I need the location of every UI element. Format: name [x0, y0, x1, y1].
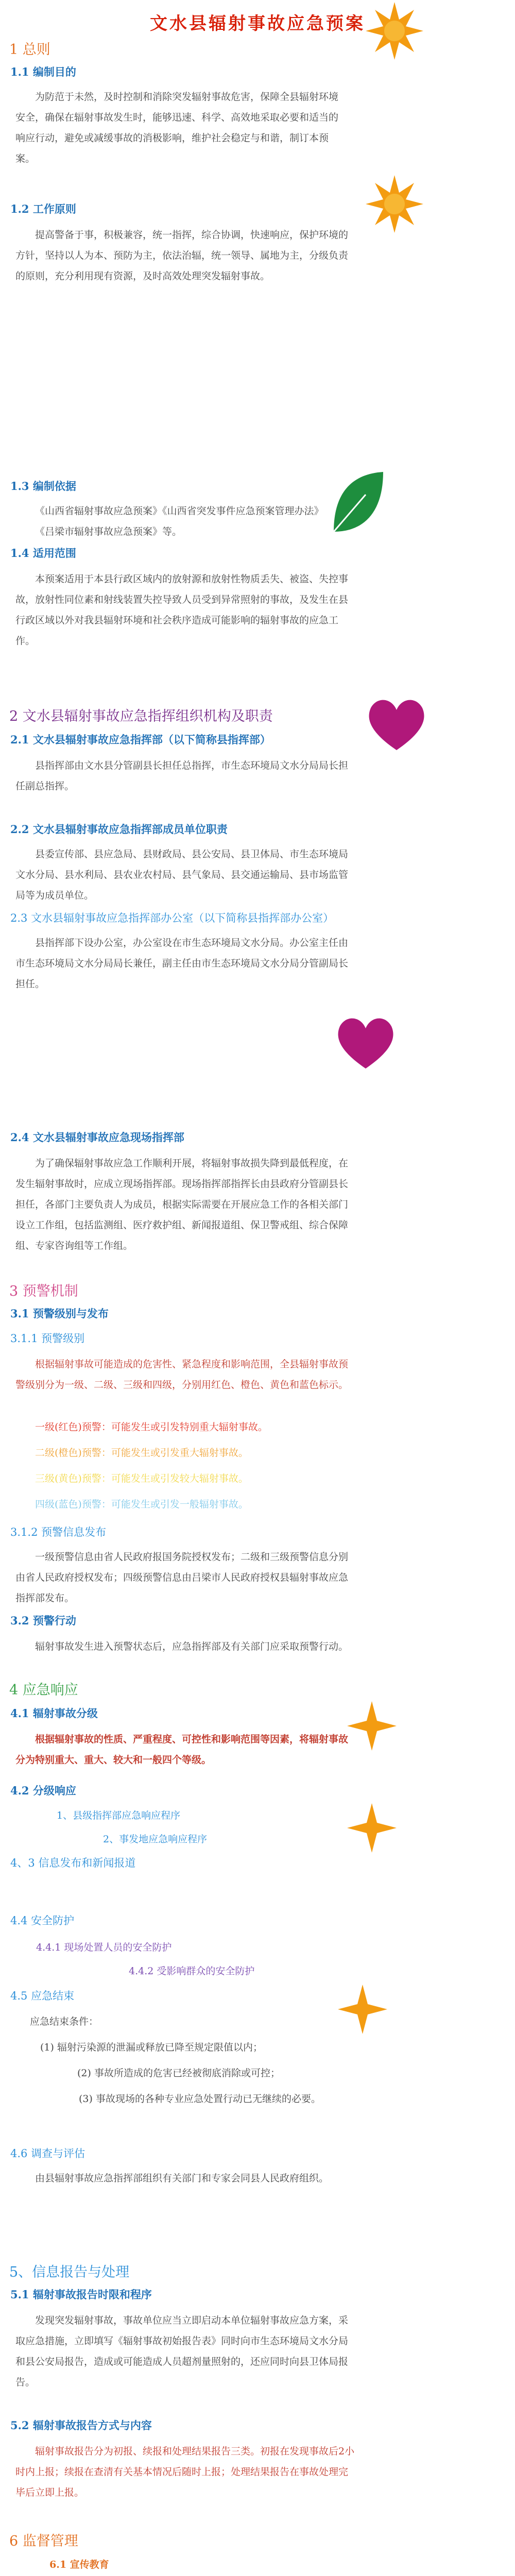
heart-icon — [335, 1015, 397, 1072]
section-heading-2: 2 文水县辐射事故应急指挥组织机构及职责 — [9, 708, 273, 724]
warning-level-red: 一级(红色)预警：可能发生或引发特别重大辐射事故。 — [35, 1421, 268, 1433]
section-heading-4: 4 应急响应 — [9, 1682, 78, 1698]
subheading-4-1: 4.1 辐射事故分级 — [10, 1707, 98, 1720]
leaf-icon — [330, 469, 386, 536]
paragraph-4-1: 根据辐射事故的性质、严重程度、可控性和影响范围等因素，将辐射事故分为特别重大、重大、较大和一般四个等级。 — [15, 1734, 349, 1766]
subheading-4-3: 4、3 信息发布和新闻报道 — [10, 1857, 136, 1869]
subheading-3-1: 3.1 预警级别与发布 — [10, 1307, 109, 1320]
page-title: 文水县辐射事故应急预案 — [150, 13, 365, 34]
star-icon — [346, 1802, 398, 1854]
subheading-2-2: 2.2 文水县辐射事故应急指挥部成员单位职责 — [10, 823, 228, 836]
subheading-2-1: 2.1 文水县辐射事故应急指挥部（以下简称县指挥部） — [10, 733, 271, 746]
paragraph-3-2: 辐射事故发生进入预警状态后，应急指挥部及有关部门应采取预警行动。 — [35, 1641, 349, 1652]
warning-level-yellow: 三级(黄色)预警：可能发生或引发较大辐射事故。 — [35, 1473, 248, 1484]
paragraph-5-2: 辐射事故报告分为初报、续报和处理结果报告三类。初报在发现事故后2小时内上报；续报在查清有关基本情况后随时上报；处理结果报告在事故处理完毕后立即上报。 — [15, 2446, 355, 2498]
sun-icon — [364, 0, 425, 62]
warning-level-orange: 二级(橙色)预警：可能发生或引发重大辐射事故。 — [35, 1447, 248, 1459]
paragraph-5-1: 发现突发辐射事故，事故单位应当立即启动本单位辐射事故应急方案，采取应急措施，立即填写《辐射事故初始报告表》同时向市生态环境局文水分局和县公安局报告，造成或可能造成人员超剂量照射的，还应同时向县卫体局报告。 — [15, 2315, 349, 2388]
subheading-2-3: 2.3 文水县辐射事故应急指挥部办公室（以下简称县指挥部办公室） — [10, 912, 334, 924]
paragraph-1-4: 本预案适用于本县行政区域内的放射源和放射性物质丢失、被盗、失控事故，放射性同位素和射线装置失控导致人员受到异常照射的事故，及发生在县行政区域以外对我县辐射环境和社会秩序造成可能影响的辐射事故的应急工作。 — [15, 573, 349, 647]
list-item-6-1: 6.1 宣传教育 — [49, 2559, 109, 2570]
paragraph-4-6: 由县辐射事故应急指挥部组织有关部门和专家会同县人民政府组织。 — [35, 2173, 329, 2184]
subheading-5-1: 5.1 辐射事故报告时限和程序 — [10, 2288, 152, 2301]
end-condition-2: (2) 事故所造成的危害已经被彻底消除或可控； — [77, 2067, 280, 2079]
star-icon — [346, 1700, 398, 1752]
paragraph-1-2: 提高警备于事，积极兼容，统一指挥，综合协调，快速响应，保护环境的方针，坚持以人为本、预防为主，依法治辐，统一领导、属地为主，分级负责的原则，充分利用现有资源，及时高效处理突发辐射事故。 — [15, 229, 349, 282]
section-heading-5: 5、信息报告与处理 — [9, 2264, 130, 2280]
paragraph-2-2: 县委宣传部、县应急局、县财政局、县公安局、县卫体局、市生态环境局文水分局、县水利局、县农业农村局、县气象局、县交通运输局、县市场监管局等为成员单位。 — [15, 849, 349, 901]
subheading-2-4: 2.4 文水县辐射事故应急现场指挥部 — [10, 1131, 184, 1144]
subheading-1-2: 1.2 工作原则 — [10, 202, 76, 215]
subheading-1-1: 1.1 编制目的 — [10, 65, 76, 78]
paragraph-1-3a: 《山西省辐射事故应急预案》《山西省突发事件应急预案管理办法》 — [35, 505, 324, 517]
response-procedure-county: 1、县级指挥部应急响应程序 — [57, 1810, 181, 1821]
section-heading-1: 1 总则 — [9, 42, 50, 58]
section-heading-6: 6 监督管理 — [9, 2533, 78, 2549]
end-condition-1: (1) 辐射污染源的泄漏或释放已降至规定限值以内； — [40, 2042, 263, 2053]
paragraph-3-1-1: 根据辐射事故可能造成的危害性、紧急程度和影响范围，全县辐射事故预警级别分为一级、二级、三级和四级，分别用红色、橙色、黄色和蓝色标示。 — [15, 1359, 349, 1391]
subheading-4-4-2: 4.4.2 受影响群众的安全防护 — [129, 1965, 255, 1977]
subheading-3-2: 3.2 预警行动 — [10, 1614, 76, 1627]
section-heading-3: 3 预警机制 — [9, 1283, 78, 1299]
paragraph-3-1-2: 一级预警信息由省人民政府报国务院授权发布；二级和三级预警信息分别由省人民政府授权发布；四级预警信息由吕梁市人民政府授权县辐射事故应急指挥部发布。 — [15, 1551, 349, 1604]
subheading-4-5: 4.5 应急结束 — [10, 1990, 75, 2002]
paragraph-4-5: 应急结束条件： — [30, 2016, 99, 2027]
subheading-1-3: 1.3 编制依据 — [10, 480, 76, 493]
warning-level-blue: 四级(蓝色)预警：可能发生或引发一般辐射事故。 — [35, 1499, 248, 1510]
end-condition-3: (3) 事故现场的各种专业应急处置行动已无继续的必要。 — [79, 2093, 321, 2105]
response-procedure-local: 2、事发地应急响应程序 — [103, 1834, 208, 1845]
subheading-4-4: 4.4 安全防护 — [10, 1914, 75, 1927]
subheading-3-1-2: 3.1.2 预警信息发布 — [10, 1526, 107, 1538]
star-icon — [337, 1984, 388, 2035]
subheading-4-2: 4.2 分级响应 — [10, 1784, 76, 1797]
paragraph-1-3b: 《吕梁市辐射事故应急预案》等。 — [35, 526, 182, 537]
subheading-1-4: 1.4 适用范围 — [10, 547, 76, 560]
subheading-3-1-1: 3.1.1 预警级别 — [10, 1332, 85, 1345]
paragraph-2-4: 为了确保辐射事故应急工作顺利开展，将辐射事故损失降到最低程度，在发生辐射事故时，应成立现场指挥部。现场指挥部指挥长由县政府分管副县长担任，各部门主要负责人为成员，根据实际需要在开展应急工作的各相关部门设立工作组，包括监测组、医疗救护组、新闻报道组、保卫警戒组、综合保障组、专家咨询组等工作组。 — [15, 1158, 349, 1251]
subheading-4-4-1: 4.4.1 现场处置人员的安全防护 — [36, 1942, 172, 1953]
heart-icon — [366, 697, 427, 753]
paragraph-2-1: 县指挥部由文水县分管副县长担任总指挥，市生态环境局文水分局局长担任副总指挥。 — [15, 760, 349, 792]
subheading-4-6: 4.6 调查与评估 — [10, 2147, 85, 2160]
subheading-5-2: 5.2 辐射事故报告方式与内容 — [10, 2419, 152, 2432]
paragraph-2-3: 县指挥部下设办公室，办公室设在市生态环境局文水分局。办公室主任由市生态环境局文水分局局长兼任，副主任由市生态环境局文水分局分管副局长担任。 — [15, 937, 349, 990]
sun-icon — [364, 173, 425, 235]
paragraph-1-1: 为防范于未然，及时控制和消除突发辐射事故危害，保障全县辐射环境安全，确保在辐射事故发生时，能够迅速、科学、高效地采取必要和适当的响应行动，避免或减缓事故的消极影响，维护社会稳定与和谐，制订本预案。 — [15, 91, 339, 164]
